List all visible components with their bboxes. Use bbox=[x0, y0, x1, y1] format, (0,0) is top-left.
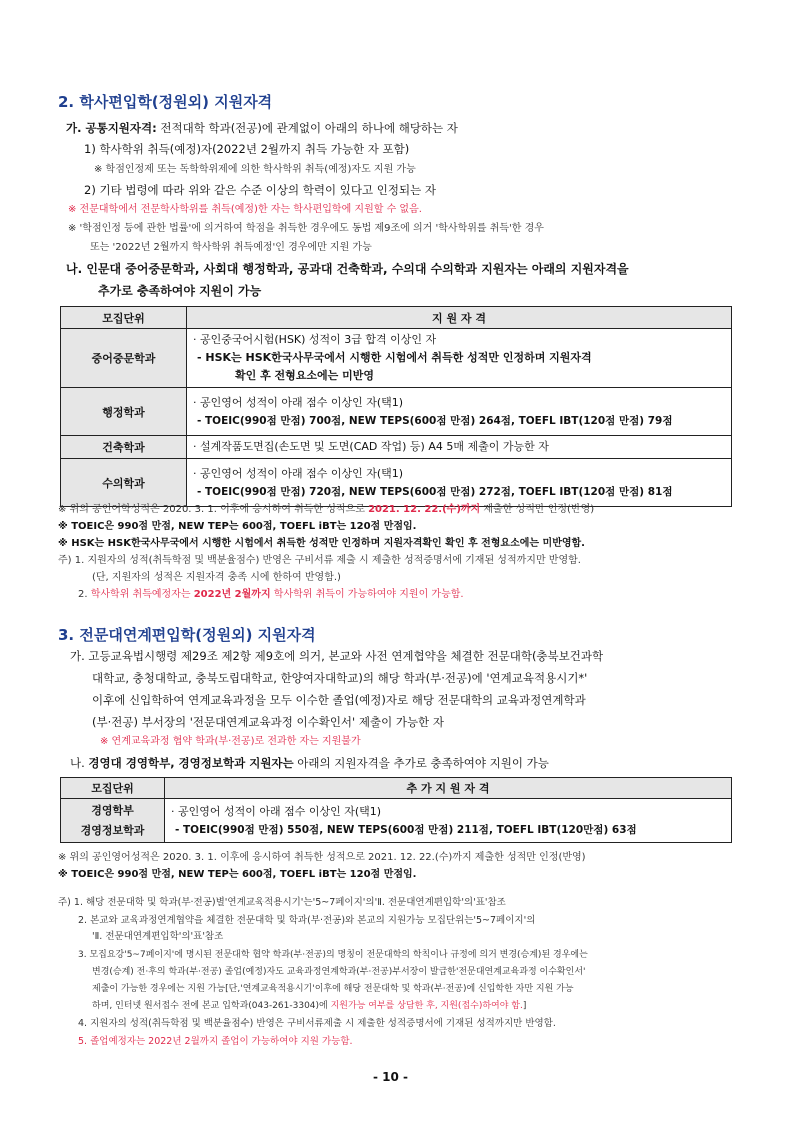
footnote-3d bbox=[92, 999, 526, 1013]
footnote-2-text: 학사학위 취득예정자는 bbox=[90, 589, 194, 600]
footnote-2-date: 2022년 2월까지 bbox=[193, 589, 271, 600]
credit-law-note-1: ※ '학점인정 등에 관한 법률'에 의거하여 학점을 취득한 경우에도 동법 제9조에 의거 '학사학위를 취득'한 경우 bbox=[68, 223, 544, 234]
table-row bbox=[61, 329, 732, 388]
page-number: - 10 - bbox=[373, 1070, 409, 1084]
business-qualification-rest: 아래의 지원자격을 추가로 충족하여야 지원이 가능 bbox=[293, 756, 549, 770]
common-qualification-label: 가. 공통지원자격: bbox=[66, 121, 157, 135]
qualification-item-1: 1) 학사학위 취득(예정)자(2022년 2월까지 취득 가능한 자 포함) bbox=[84, 142, 410, 156]
footnote-1: 주) 1. 지원자의 성적(취득학점 및 백분율점수) 반영은 구비서류 제출 시 제출한 성적증명서에 기재된 성적까지만 반영함. bbox=[58, 555, 581, 566]
footnote-1b: (단, 지원자의 성적은 지원자격 충족 시에 한하여 반영함.) bbox=[92, 572, 341, 583]
unit-cell: 수의학과 bbox=[61, 459, 187, 507]
score-validity-text-end: 제출한 성적만 인정(반영) bbox=[480, 504, 595, 515]
unit-cell: 건축학과 bbox=[61, 436, 187, 459]
qualification-detail: - TOEIC(990점 만점) 720점, NEW TEPS(600점 만점) 272점, TOEFL IBT(120점 만점) 81점 bbox=[197, 485, 673, 498]
footnote-3d-highlight: 지원가능 여부를 상담한 후, 지원(접수)하여야 함. bbox=[330, 1001, 523, 1011]
qualification-line: · 공인중국어시험(HSK) 성적이 3급 합격 이상인 자 bbox=[193, 333, 437, 346]
footnote-3c: 제출이 가능한 경우에는 지원 가능[단,'연계교육적용시기'이후에 해당 전문대학 및 학과(부·전공)에 신입학한 자만 지원 가능 bbox=[92, 984, 574, 994]
college-link-line-4: (부·전공) 부서장의 '전문대연계교육과정 이수확인서' 제출이 가능한 자 bbox=[92, 715, 444, 729]
footnote-3d-bracket: ] bbox=[522, 1001, 527, 1011]
section-3-title: 3. 전문대연계편입학(정원외) 지원자격 bbox=[58, 626, 316, 644]
qualification-item-1-note: ※ 학점인정제 또는 독학학위제에 의한 학사학위 취득(예정)자도 지원 가능 bbox=[94, 164, 416, 175]
footnote-3b: 변경(승계) 전·후의 학과(부·전공) 졸업(예정)자도 교육과정연계학과(부·전공)부서장이 발급한'전문대연계교육과정 이수확인서' bbox=[92, 967, 586, 977]
qualification-detail: 확인 후 전형요소에는 미반영 bbox=[235, 369, 374, 382]
business-qualification-bold: 경영대 경영학부, 경영정보학과 지원자는 bbox=[88, 756, 294, 770]
college-link-line-3: 이후에 신입학하여 연계교육과정을 모두 이수한 졸업(예정)자로 해당 전문대학의 교육과정연계학과 bbox=[92, 693, 586, 707]
footnote-2b: 'Ⅱ. 전문대연계편입학'의'표'참조 bbox=[92, 931, 224, 942]
score-validity-text: ※ 위의 공인어학성적은 2020. 3. 1. 이후에 응시하여 취득한 성적으로 bbox=[58, 504, 369, 515]
business-qualification-line bbox=[70, 755, 549, 771]
table-header-unit: 모집단위 bbox=[61, 307, 187, 329]
table-row bbox=[61, 459, 732, 507]
qualification-line: · 설계작품도면집(손도면 및 도면(CAD 작업) 등) A4 5매 제출이 가능한 자 bbox=[187, 436, 732, 459]
english-score-scale-note: ※ TOEIC은 990점 만점, NEW TEP는 600점, TOEFL iBT는 120점 만점임. bbox=[58, 869, 417, 880]
college-link-line-2: 대학교, 충청대학교, 충북도립대학교, 한양여자대학교)의 해당 학과(부·전공)에 '연계교육적용시기*' bbox=[92, 671, 588, 685]
business-qualification-prefix: 나. bbox=[70, 756, 89, 770]
common-qualification-line bbox=[66, 120, 458, 136]
footnote-3d-text: 하며, 인터넷 원서접수 전에 본교 입학과(043-261-3304)에 bbox=[92, 1001, 331, 1011]
footnote-2a: 2. 본교와 교육과정연계협약을 체결한 전문대학 및 학과(부·전공)와 본교의 지원가능 모집단위는'5~7페이지'의 bbox=[78, 915, 536, 926]
score-validity-note bbox=[58, 503, 594, 517]
unit-name: 경영학부 bbox=[91, 803, 134, 817]
table-header-unit: 모집단위 bbox=[61, 778, 165, 799]
footnote-5: 5. 졸업예정자는 2022년 2월까지 졸업이 가능하여야 지원 가능함. bbox=[78, 1036, 353, 1047]
unit-cell: 중어중문학과 bbox=[61, 329, 187, 388]
common-qualification-text: 전적대학 학과(전공)에 관계없이 아래의 하나에 해당하는 자 bbox=[156, 121, 458, 135]
qualification-line: · 공인영어 성적이 아래 점수 이상인 자(택1) bbox=[193, 466, 404, 480]
transfer-ineligible-note: ※ 연계교육과정 협약 학과(부·전공)로 전과한 자는 지원불가 bbox=[100, 736, 361, 747]
college-link-line-1: 가. 고등교육법시행령 제29조 제2항 제9호에 의거, 본교와 사전 연계협약을 체결한 전문대학(충북보건과학 bbox=[70, 649, 604, 663]
table-header-qualification: 추 가 지 원 자 격 bbox=[165, 778, 732, 799]
additional-qualification-heading-2: 추가로 충족하여야 지원이 가능 bbox=[98, 284, 262, 298]
qualification-line: · 공인영어 성적이 아래 점수 이상인 자(택1) bbox=[171, 804, 382, 818]
footnote-2-number: 2. bbox=[78, 589, 91, 600]
table-row bbox=[61, 388, 732, 436]
unit-name: 경영정보학과 bbox=[80, 823, 145, 837]
table-header-qualification: 지 원 자 격 bbox=[187, 307, 732, 329]
qualification-line: · 공인영어 성적이 아래 점수 이상인 자(택1) bbox=[193, 395, 404, 409]
score-scale-note: ※ TOEIC은 990점 만점, NEW TEP는 600점, TOEFL iBT는 120점 만점임. bbox=[58, 521, 417, 532]
english-score-validity-note: ※ 위의 공인영어성적은 2020. 3. 1. 이후에 응시하여 취득한 성적으로 2021. 12. 22.(수)까지 제출한 성적만 인정(반영) bbox=[58, 852, 586, 863]
qualification-item-2: 2) 기타 법령에 따라 위와 같은 수준 이상의 학력이 있다고 인정되는 자 bbox=[84, 183, 436, 197]
footnote-2-end: 학사학위 취득이 가능하여야 지원이 가능함. bbox=[270, 589, 464, 600]
footnote-1: 주) 1. 해당 전문대학 및 학과(부·전공)별'연계교육적용시기'는'5~7페이지'의'Ⅱ. 전문대연계편입학'의'표'참조 bbox=[58, 897, 506, 908]
table-row bbox=[61, 799, 732, 843]
qualification-detail: - HSK는 HSK한국사무국에서 시행한 시험에서 취득한 성적만 인정하며 지원자격 bbox=[197, 351, 592, 364]
business-qualification-table bbox=[60, 777, 732, 843]
additional-qualification-heading-1: 나. 인문대 중어중문학과, 사회대 행정학과, 공과대 건축학과, 수의대 수의학과 지원자는 아래의 지원자격을 bbox=[66, 262, 629, 276]
table-row bbox=[61, 436, 732, 459]
footnote-3a: 3. 모집요강'5~7페이지'에 명시된 전문대학 협약 학과(부·전공)의 명칭이 전문대학의 학칙이나 규정에 의거 변경(승계)된 경우에는 bbox=[78, 950, 588, 960]
footnote-4: 4. 지원자의 성적(취득학점 및 백분율점수) 반영은 구비서류제출 시 제출한 성적증명서에 기재된 성적까지만 반영함. bbox=[78, 1018, 556, 1029]
credit-law-note-2: 또는 '2022년 2월까지 학사학위 취득예정'인 경우에만 지원 가능 bbox=[90, 242, 372, 253]
unit-cell bbox=[61, 799, 165, 843]
score-deadline: 2021. 12. 22.(수)까지 bbox=[368, 504, 481, 515]
qualification-detail: - TOEIC(990점 만점) 550점, NEW TEPS(600점 만점) 211점, TOEFL IBT(120만점) 63점 bbox=[175, 823, 637, 836]
footnote-2 bbox=[78, 588, 464, 602]
unit-cell: 행정학과 bbox=[61, 388, 187, 436]
junior-college-warning: ※ 전문대학에서 전문학사학위를 취득(예정)한 자는 학사편입학에 지원할 수 없음. bbox=[68, 204, 422, 215]
qualification-detail: - TOEIC(990점 만점) 700점, NEW TEPS(600점 만점) 264점, TOEFL IBT(120점 만점) 79점 bbox=[197, 414, 673, 427]
section-2-title: 2. 학사편입학(정원외) 지원자격 bbox=[58, 93, 273, 111]
hsk-note: ※ HSK는 HSK한국사무국에서 시행한 시험에서 취득한 성적만 인정하며 지원자격확인 확인 후 전형요소에는 미반영함. bbox=[58, 538, 585, 549]
qualification-table bbox=[60, 306, 732, 507]
